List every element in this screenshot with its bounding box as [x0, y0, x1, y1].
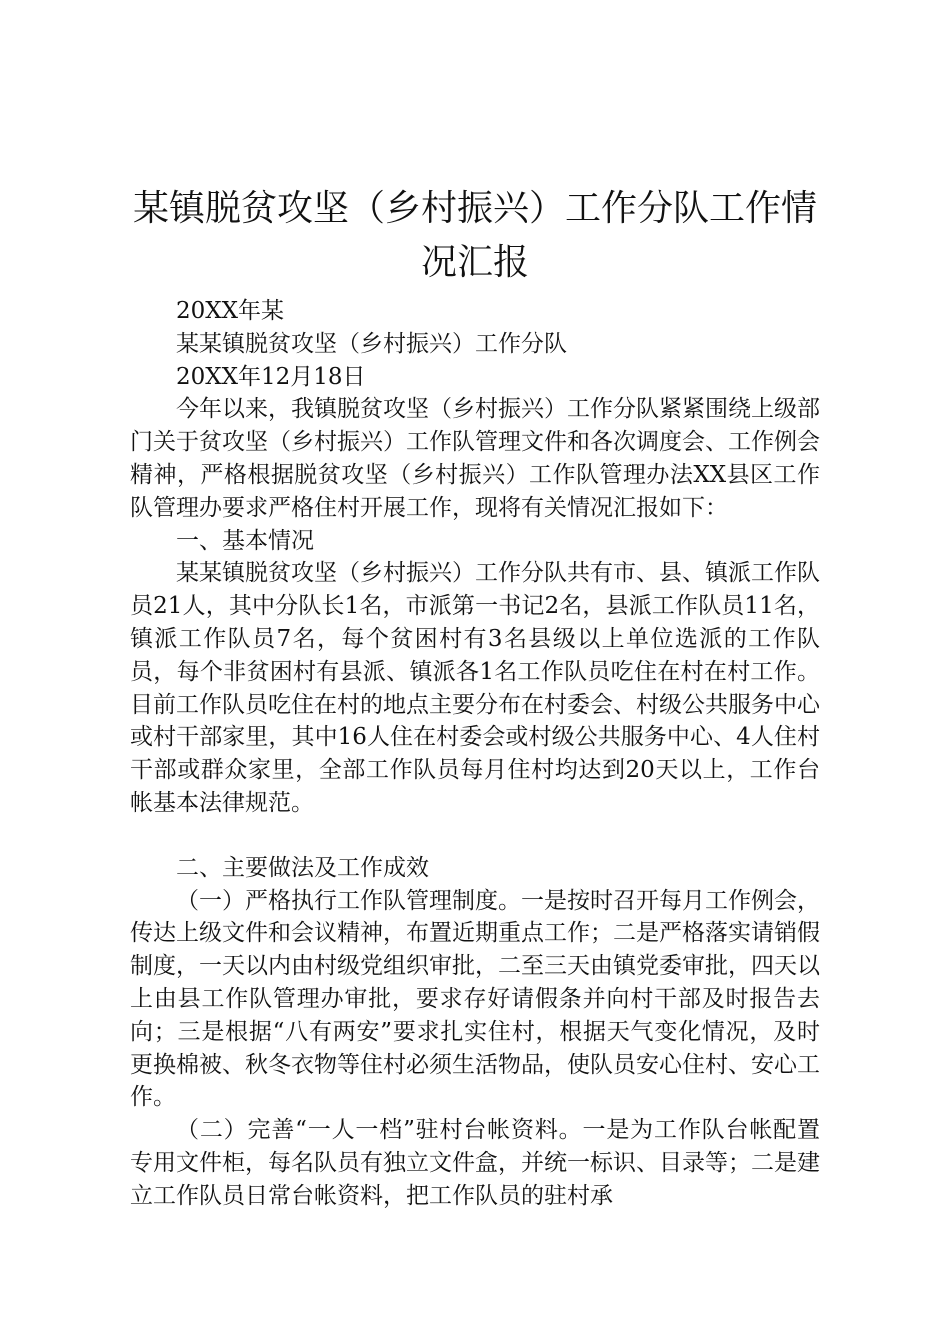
section1-paragraph: 某某镇脱贫攻坚（乡村振兴）工作分队共有市、县、镇派工作队员21人，其中分队长1名，市派第一书记2名，县派工作队员11名，镇派工作队员7名，每个贫困村有3名县级以上单位选派的工作队员，每个非贫困村有县派、镇派各1名工作队员吃住在村在村工作。目前工作队员吃住在村的地点主要分布在村委会、村级公共服务中心或村干部家里，其中16人住在村委会或村级公共服务中心、4人住村干部或群众家里，全部工作队员每月住村均达到20天以上，工作台帐基本法律规范。: [130, 560, 820, 816]
section2-heading: 二、主要做法及工作成效: [176, 854, 429, 881]
section2-item1-paragraph: （一）严格执行工作队管理制度。一是按时召开每月工作例会，传达上级文件和会议精神，布置近期重点工作；二是严格落实请销假制度，一天以内由村级党组织审批，二至三天由镇党委审批，四天以上由县工作队管理办审批，要求存好请假条并向村干部及时报告去向；三是根据“八有两安”要求扎实住村，根据天气变化情况，及时更换棉被、秋冬衣物等住村必须生活物品，使队员安心住村、安心工作。: [130, 887, 820, 1111]
intro-paragraph: 今年以来，我镇脱贫攻坚（乡村振兴）工作分队紧紧围绕上级部门关于贫攻坚（乡村振兴）工作队管理文件和各次调度会、工作例会精神，严格根据脱贫攻坚（乡村振兴）工作队管理办法XX县区工作队管理办要求严格住村开展工作，现将有关情况汇报如下：: [130, 396, 820, 521]
document-body: [130, 295, 820, 1213]
meta-unit: 某某镇脱贫攻坚（乡村振兴）工作分队: [176, 330, 567, 357]
section1-heading: 一、基本情况: [176, 527, 314, 554]
meta-year: 20XX年某: [176, 298, 285, 324]
meta-date: 20XX年12月18日: [176, 363, 366, 390]
document-title: 某镇脱贫攻坚（乡村振兴）工作分队工作情况汇报: [132, 188, 817, 283]
section2-item2-paragraph: （二）完善“一人一档”驻村台帐资料。一是为工作队台帐配置专用文件柜，每名队员有独立文件盒，并统一标识、目录等；二是建立工作队员日常台帐资料，把工作队员的驻村承: [130, 1117, 820, 1209]
